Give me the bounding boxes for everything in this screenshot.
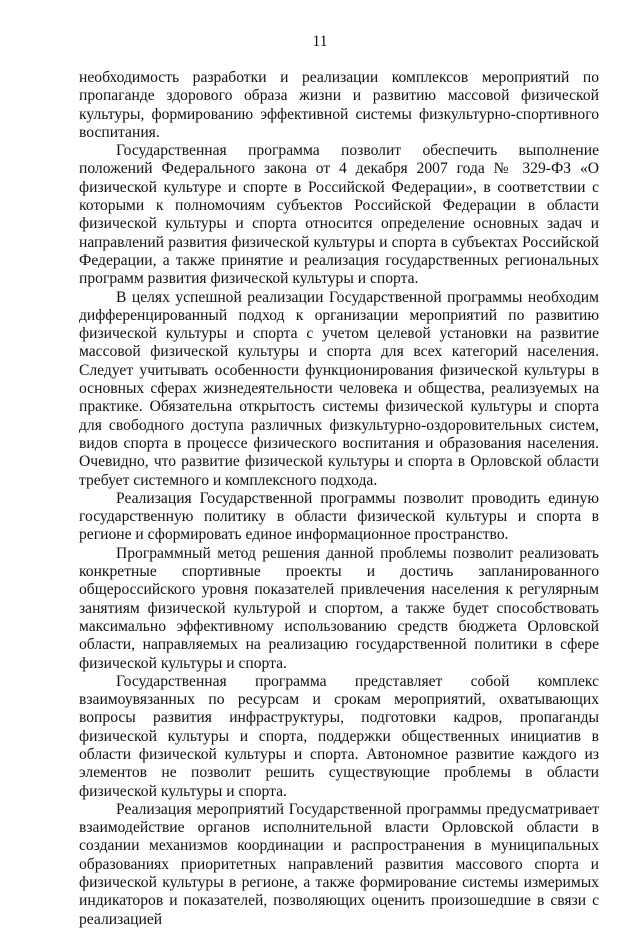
paragraph-continuation: необходимость разработки и реализации комплексов мероприятий по пропаганде здорового образа жизни и развитию массовой физической культуры, формированию эффективной системы физкультурно-спортивного воспитания. xyxy=(79,69,599,141)
page-number: 11 xyxy=(312,33,328,50)
paragraph: Реализация мероприятий Государственной программы предусматривает взаимодействие органов исполнительной власти Орловской области в создании механизмов координации и распространения в муниципальных образованиях приоритетных направлений развития массового спорта и физической культуры в регионе, а также формирование системы измеримых индикаторов и показателей, позволяющих оценить произошедшие в связи с реализацией xyxy=(79,800,599,928)
paragraph: В целях успешной реализации Государственной программы необходим дифференцированный подход к организации мероприятий по развитию физической культуры и спорта с учетом целевой установки на развитие массовой физической культуры и спорта для всех категорий населения. Следует учитывать особенности функционирования физической культуры в основных сферах жизнедеятельности человека и общества, реализуемых на практике. Обязательна открытость системы физической культуры и спорта для свободного доступа различных физкультурно-оздоровительных систем, видов спорта в процессе физического воспитания и образования населения. Очевидно, что развитие физической культуры и спорта в Орловской области требует системного и комплексного подхода. xyxy=(79,288,599,489)
paragraph: Государственная программа позволит обеспечить выполнение положений Федерального закона от 4 декабря 2007 года № 329-ФЗ «О физической культуре и спорте в Российской Федерации», в соответствии с которыми к полномочиям субъектов Российской Федерации в области физической культуры и спорта относится определение основных задач и направлений развития физической культуры и спорта в субъектах Российской Федерации, а также принятие и реализация государственных региональных программ развития физической культуры и спорта. xyxy=(79,142,599,288)
paragraph: Государственная программа представляет собой комплекс взаимоувязанных по ресурсам и срокам мероприятий, охватывающих вопросы развития инфраструктуры, подготовки кадров, пропаганды физической культуры и спорта, поддержки общественных инициатив в области физической культуры и спорта. Автономное развитие каждого из элементов не позволит решить существующие проблемы в области физической культуры и спорта. xyxy=(79,672,599,800)
paragraph: Реализация Государственной программы позволит проводить единую государственную политику в области физической культуры и спорта в регионе и сформировать единое информационное пространство. xyxy=(79,489,599,544)
paragraph: Программный метод решения данной проблемы позволит реализовать конкретные спортивные проекты и достичь запланированного общероссийского уровня показателей привлечения населения к регулярным занятиям физической культурой и спортом, а также будет способствовать максимально эффективному использованию средств бюджета Орловской области, направляемых на реализацию государственной политики в сфере физической культуры и спорта. xyxy=(79,544,599,672)
document-body xyxy=(79,69,599,929)
